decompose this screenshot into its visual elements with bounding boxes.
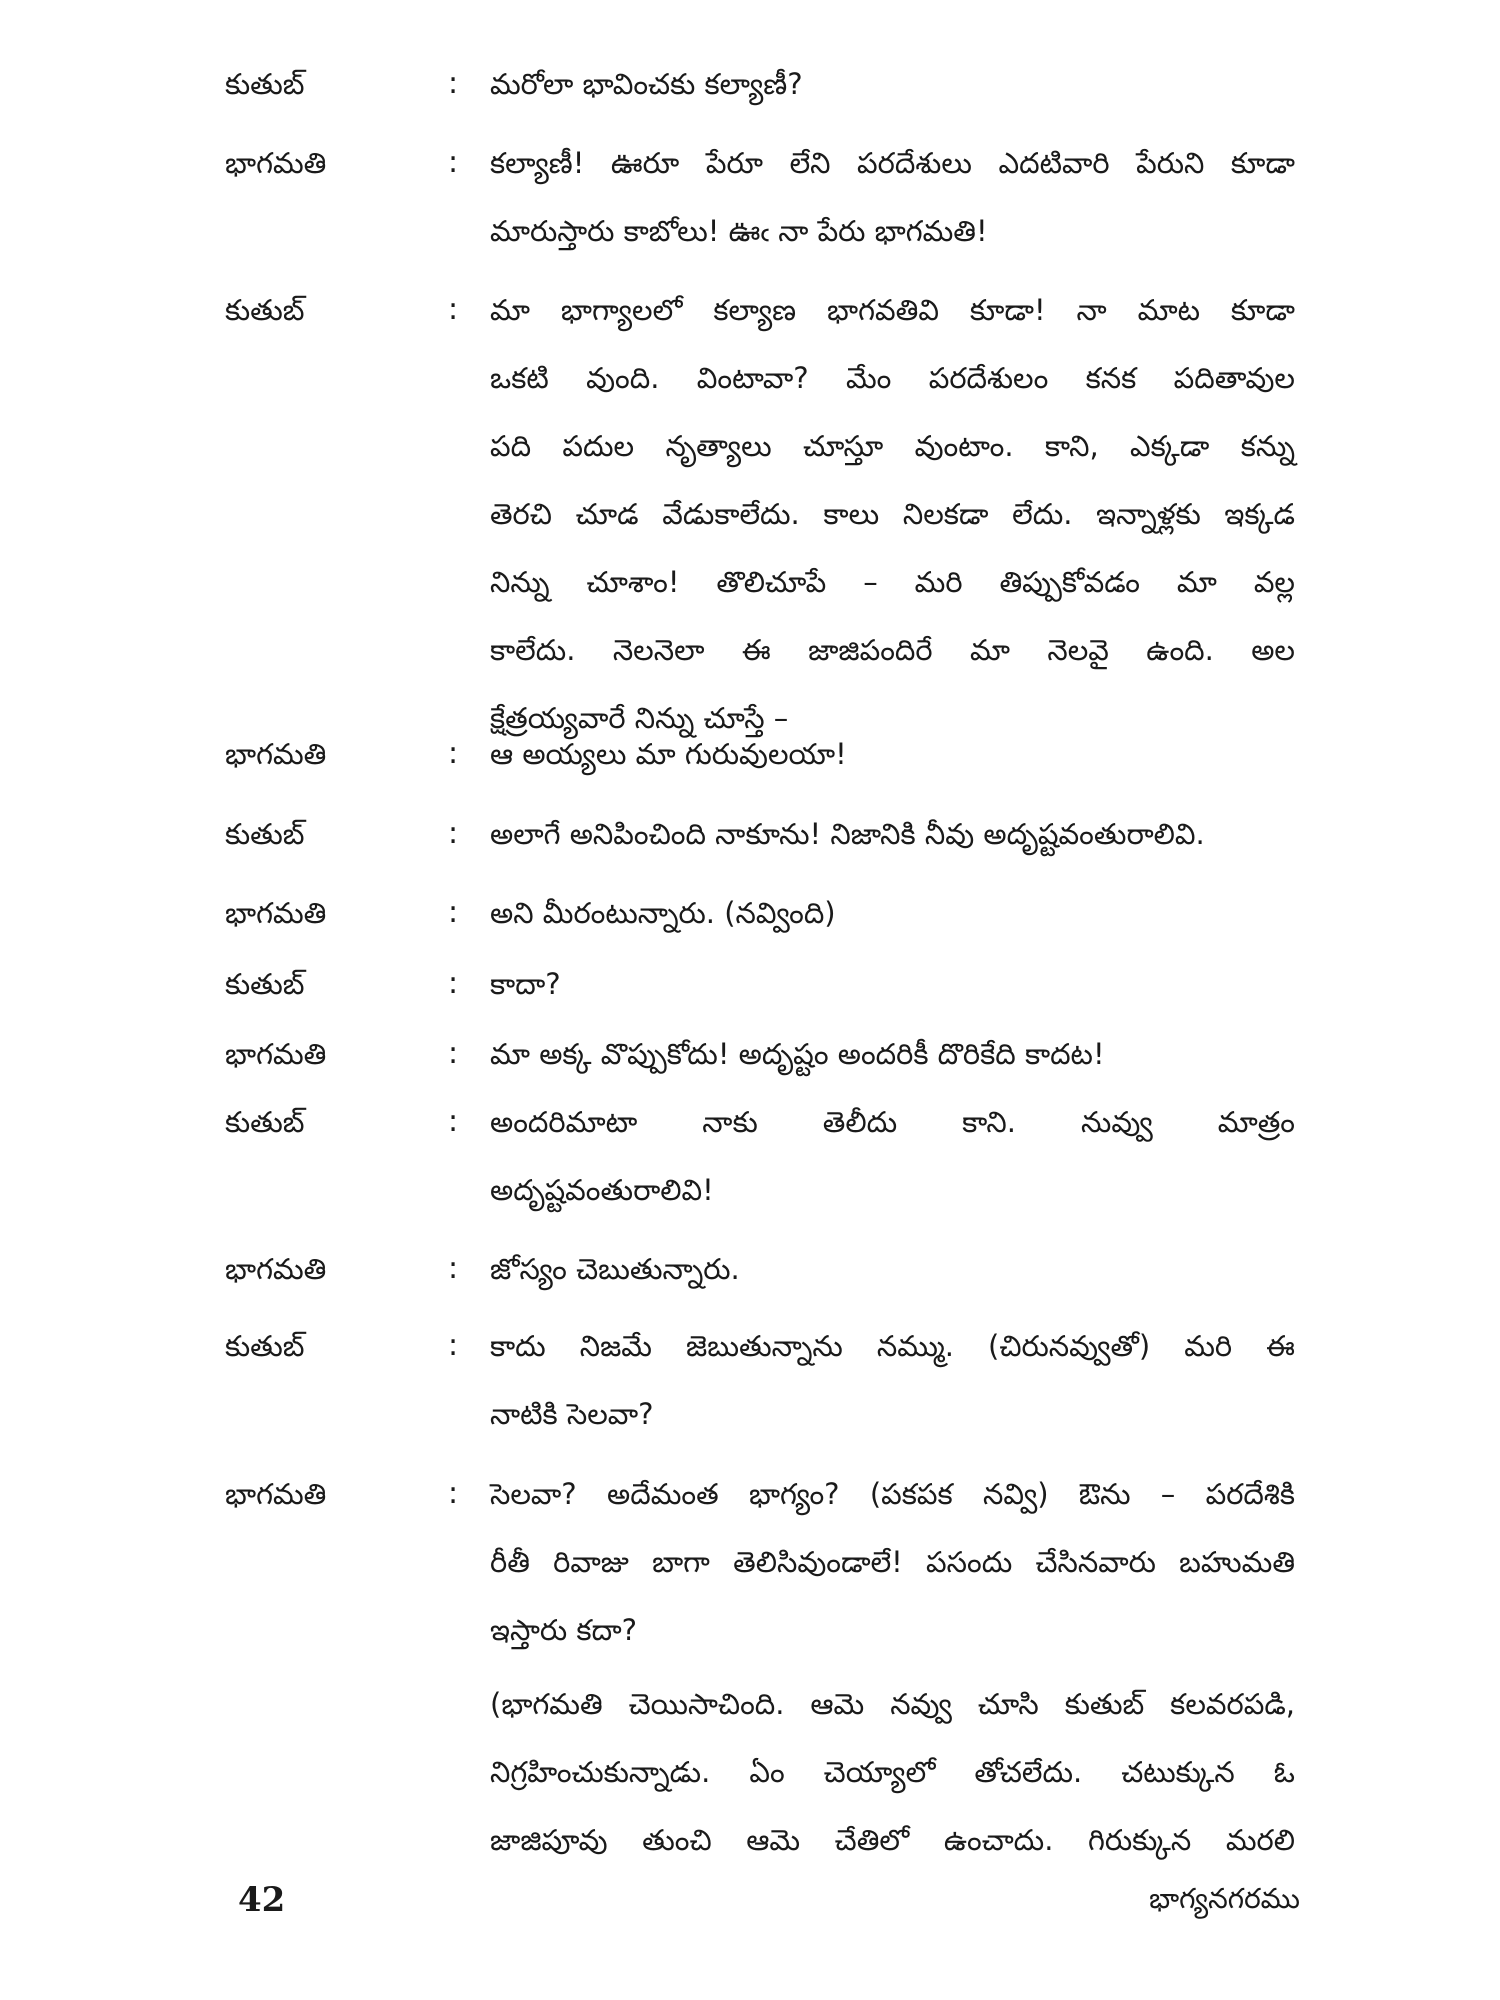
book-title-footer: భాగ్యనగరము — [1149, 1882, 1300, 1915]
speech-line: జోస్యం చెబుతున్నారు. — [490, 1252, 740, 1286]
speaker-name: భాగమతి — [225, 737, 327, 771]
speaker-separator: : — [448, 1476, 459, 1511]
speech — [490, 800, 1295, 868]
speaker-name: భాగమతి — [225, 1252, 327, 1286]
stage-direction-line: జాజిపూవు తుంచి ఆమె చేతిలో ఉంచాదు. గిరుక్కున మరలి — [490, 1823, 1295, 1857]
speaker-name: భాగమతి — [225, 1037, 327, 1071]
page-number: 42 — [238, 1880, 286, 1920]
speech-line: నిన్ను చూశాం! తొలిచూపే – మరి తిప్పుకోవడం మా వల్ల — [490, 565, 1295, 599]
speaker-separator: : — [448, 1104, 459, 1139]
speech — [490, 950, 1295, 1018]
speaker-name: కుతుబ్ — [225, 1105, 305, 1139]
speech — [490, 1460, 1295, 1664]
speaker-separator: : — [448, 816, 459, 851]
stage-direction-line: నిగ్రహించుకున్నాడు. ఏం చెయ్యాలో తోచలేదు. చటుక్కున ఓ — [490, 1755, 1295, 1789]
speech-line: ఆ అయ్యలు మా గురువులయా! — [490, 737, 847, 771]
speech — [490, 879, 1295, 947]
speech-line: కాదా? — [490, 967, 561, 1001]
speech-line: క్షేత్రయ్యవారే నిన్ను చూస్తే – — [490, 701, 789, 735]
speaker-name: భాగమతి — [225, 896, 327, 930]
speech — [490, 720, 1295, 788]
speech-line: సెలవా? అదేమంత భాగ్యం? (పకపక నవ్వి) ఔను – పరదేశికి — [490, 1477, 1295, 1511]
speech-line: కాదు నిజమే జెబుతున్నాను నమ్ము. (చిరునవ్వుతో) మరి ఈ — [490, 1329, 1295, 1363]
speech-line: మా అక్క వొప్పుకోదు! అదృష్టం అందరికీ దొరికేది కాదట! — [490, 1037, 1105, 1071]
speaker-separator: : — [448, 145, 459, 180]
stage-direction-text — [490, 1670, 1295, 1874]
speech-line: కల్యాణీ! ఊరూ పేరూ లేని పరదేశులు ఎదటివారి పేరుని కూడా — [490, 146, 1295, 180]
speaker-name: కుతుబ్ — [225, 1329, 305, 1363]
speech-line: అలాగే అనిపించింది నాకూను! నిజానికి నీవు అదృష్టవంతురాలివి. — [490, 817, 1205, 851]
speech-line: అదృష్టవంతురాలివి! — [490, 1173, 714, 1207]
speech-line: కాలేదు. నెలనెలా ఈ జాజిపందిరే మా నెలవై ఉంది. అల — [490, 633, 1295, 667]
speaker-separator: : — [448, 1328, 459, 1363]
speech-line: తెరచి చూడ వేడుకాలేదు. కాలు నిలకడా లేదు. ఇన్నాళ్లకు ఇక్కడ — [490, 497, 1295, 531]
speech — [490, 1088, 1295, 1224]
speech-line: పది పదుల నృత్యాలు చూస్తూ వుంటాం. కాని, ఎక్కడా కన్ను — [490, 429, 1295, 463]
speech-line: అని మీరంటున్నారు. (నవ్వింది) — [490, 896, 836, 930]
speech — [490, 1312, 1295, 1448]
speaker-separator: : — [448, 66, 459, 101]
speech-line: రీతీ రివాజు బాగా తెలిసివుండాలే! పసందు చేసినవారు బహుమతి — [490, 1545, 1295, 1579]
speaker-separator: : — [448, 292, 459, 327]
speech-line: మారుస్తారు కాబోలు! ఊఁ నా పేరు భాగమతి! — [490, 214, 988, 248]
speech-line: మా భాగ్యాలలో కల్యాణ భాగవతివి కూడా! నా మాట కూడా — [490, 293, 1295, 327]
speaker-separator: : — [448, 1036, 459, 1071]
speaker-name: భాగమతి — [225, 1477, 327, 1511]
speech — [490, 276, 1295, 752]
speaker-name: కుతుబ్ — [225, 67, 305, 101]
speaker-separator: : — [448, 736, 459, 771]
speaker-name: భాగమతి — [225, 146, 327, 180]
speech-line: మరోలా భావించకు కల్యాణీ? — [490, 67, 803, 101]
speech-line: ఒకటి వుంది. వింటావా? మేం పరదేశులం కనక పదితావుల — [490, 361, 1295, 395]
speaker-name: కుతుబ్ — [225, 817, 305, 851]
speech-line: ఇస్తారు కదా? — [490, 1613, 638, 1647]
speaker-separator: : — [448, 895, 459, 930]
speaker-separator: : — [448, 1251, 459, 1286]
speech — [490, 1020, 1295, 1088]
speech — [490, 129, 1295, 265]
speech-line: అందరిమాటా నాకు తెలీదు కాని. నువ్వు మాత్రం — [490, 1105, 1295, 1139]
speech — [490, 50, 1295, 118]
stage-direction-line: (భాగమతి చెయిసాచింది. ఆమె నవ్వు చూసి కుతుబ్ కలవరపడి, — [490, 1687, 1295, 1721]
speaker-name: కుతుబ్ — [225, 967, 305, 1001]
speech-line: నాటికి సెలవా? — [490, 1397, 654, 1431]
speaker-separator: : — [448, 966, 459, 1001]
speaker-name: కుతుబ్ — [225, 293, 305, 327]
speech — [490, 1235, 1295, 1303]
